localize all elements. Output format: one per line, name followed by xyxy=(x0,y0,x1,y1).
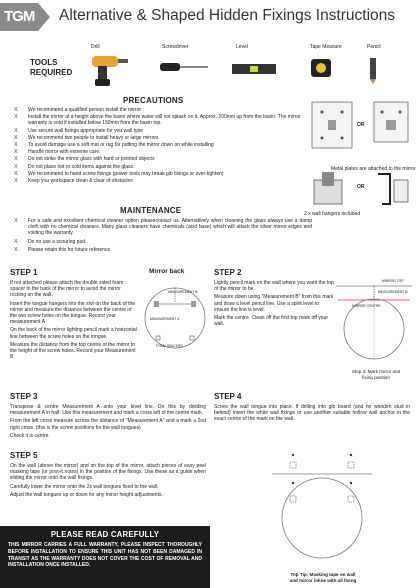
plate-or-label: OR xyxy=(357,122,365,128)
screwdriver-icon xyxy=(160,62,210,72)
plate-caption: Metal plates are attached to the mirror xyxy=(331,166,416,172)
wall-marking-illustration xyxy=(334,284,414,364)
list-item: X Install the mirror at a height above the basin where water will not splash on it. Approx. 200mm up from the basin. The mirror warranty is void if installed below 150mm from the basin top. xyxy=(14,114,301,127)
warning-title: PLEASE READ CAREFULLY xyxy=(50,530,160,539)
step3-text: Transpose & centre Measurement A onto your level line. Do this by dividing measurement A in half. Use this measurement and mark a cross left of the centre mark. From the left cross measure across the distance of "Measurement A" and a mark a 2nd right cross. (this is the screw positions for the wall tongues) Check it is centre. xyxy=(10,404,206,439)
hanger-diagram xyxy=(300,170,412,220)
list-item: X We recommend two people to install heavy or large mirrors xyxy=(14,134,159,141)
masking-tape-illustration xyxy=(272,452,372,562)
warning-body: THIS MIRROR CARRIES A FULL WARRANTY, PLEASE INSPECT THOROUGHLY BEFORE INSTALLATION TO ENSURE THIS UNIT HAS NOT BEEN DAMAGED IN TRANSIT AS THE WARRANTY DOES NOT COVER THE COST OF REMOVAL AND INSTALLATION ONCE INSTALLED. xyxy=(8,542,202,569)
list-item: X To avoid damage use a soft mat or rug for putting the mirror down on while installing xyxy=(14,142,214,149)
wall-marking-mirror-centre: MIRROR CENTRE xyxy=(352,304,381,308)
tool-label-drill: Drill xyxy=(91,44,100,50)
step2-text: Lightly pencil mark on the wall where you want the top of the mirror to be. Measure down using "Measurement B" from this mark and draw a level pencil line. Use a spirit level to ensure the line is level. Mark the centre. Clean off the first top mark off your wall. xyxy=(214,280,334,328)
list-item: X Please retain this for future reference xyxy=(14,246,111,253)
tools-section xyxy=(0,38,416,88)
wall-marking-measurement-b: MEASUREMENT B xyxy=(378,290,408,294)
tools-label-line2: REQUIRED xyxy=(30,68,73,77)
list-item: X Do no use a scouring pad. xyxy=(14,238,87,245)
tools-label-line1: TOOLS xyxy=(30,58,58,67)
list-item: X For a safe and excellent chemical cleaner option pleasecontact us. Alternatively when cleaning the glass always use a damp cloth with no chemical cleaners. Many glass cleaners have chemicals (acid base) which will attack the silver mirror edges and voiding the warranty. xyxy=(14,218,312,237)
step1-text: If not attached please attach the double sided foam spacer to the back of the mirror to avoid the mirror rocking on the wall. Insert the tongue hangers into the slot on the back of the mirror and measure the distance between the centre of the two screw holes on the tongue. Record your measurement A On the back of the mirror lighting pencil mark a horizontal line between the screw holes on the tongue. Measure the distance from the top centre of the mirror to the height of the screw holes. Record your Measurement B xyxy=(10,280,137,361)
header xyxy=(0,0,416,34)
step5-text: On the wall (above the mirror) and on the top of the mirror, attach pieces of easy peel masking tape (or post-it notes) in the position of the fixings. Use these as a guide when sliding the mirror onto the wall fixings. Carefully lower the mirror onto the 2x wall tongues fixed to the wall. Adjust the wall tongues up or down for any minor height adjustments. xyxy=(10,463,206,498)
list-item: X We recommend a qualified person install the mirror xyxy=(14,107,142,113)
mirror-back-diagram xyxy=(140,268,210,388)
maintenance-list xyxy=(14,218,312,253)
step1-title: STEP 1 xyxy=(10,268,38,277)
wall-marking-mirror-top: MIRROR TOP xyxy=(382,279,404,283)
tool-label-level: Level xyxy=(236,44,248,50)
precautions-title: PRECAUTIONS xyxy=(123,96,184,105)
step4-title: STEP 4 xyxy=(214,392,242,401)
tape-measure-label: Tape Measure xyxy=(310,44,342,50)
wall-marking-caption: Step 3: Mark mirror and fixing position xyxy=(351,369,401,380)
mirror-back-title: Mirror back xyxy=(149,268,185,275)
hanger-or-label: OR xyxy=(357,184,365,190)
list-item: X Do not place hot or cold items against the glass. xyxy=(14,163,135,170)
logo: TGM xyxy=(4,8,35,25)
top-tip-caption: Top Tip: Masking tape on wall and mirror inline with all fixing xyxy=(289,572,357,583)
list-item: X Use secure wall fixings appropriate for you wall type xyxy=(14,127,144,134)
tool-label-pencil: Pencil xyxy=(367,44,381,50)
hanger-caption: 2 x wall hangers included xyxy=(304,211,361,217)
step4-text: Screw the wall tongue into place. If drilling into gib board (and no wooden stud in behind) insert the white wall fixings or use another suitable hollow wall anchor in the exact centre of the mark on the wall. xyxy=(214,404,410,423)
warning-box xyxy=(0,526,210,588)
top-tip-diagram xyxy=(262,452,382,586)
step2-title: STEP 2 xyxy=(214,268,242,277)
mirror-back-foam-spacers: FOAM SPACERS xyxy=(156,344,183,348)
pencil-icon xyxy=(369,58,377,84)
maintenance-title: MAINTENANCE xyxy=(120,206,182,215)
tool-label-screwdriver: Screwdriver xyxy=(162,44,189,50)
tape-measure-icon xyxy=(310,58,332,78)
wall-marking-diagram xyxy=(334,276,414,388)
level-icon xyxy=(232,64,276,74)
mirror-back-measurement-b: MEASUREMENT B xyxy=(168,290,198,294)
tool-label-tape-measure xyxy=(310,44,350,50)
list-item: X Do not strike the mirror glass with hard or pointed objects xyxy=(14,156,155,163)
mirror-back-measurement-a: MEASUREMENT A xyxy=(150,317,180,321)
list-item: X We recommend to hand screw fixings (power tools may break gib fixings or over-tighten) xyxy=(14,170,224,177)
page-title: Alternative & Shaped Hidden Fixings Instructions xyxy=(59,7,396,24)
list-item: X Keep you workspace clean & clear of obstacles xyxy=(14,178,133,185)
list-item: X Handle mirror with extreme care. xyxy=(14,149,101,156)
tools-label xyxy=(30,58,72,78)
drill-icon xyxy=(86,52,130,88)
step3-title: STEP 3 xyxy=(10,392,38,401)
step5-title: STEP 5 xyxy=(10,451,38,460)
precautions-list xyxy=(14,107,306,184)
